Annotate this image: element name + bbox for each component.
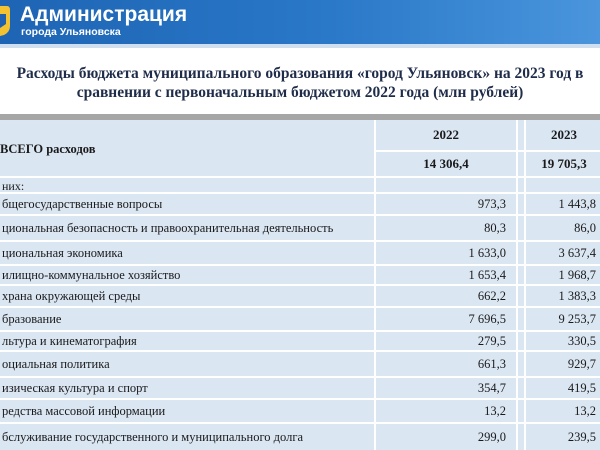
table-row — [0, 266, 600, 284]
row-value-2022: 662,2 — [477, 288, 506, 303]
document-title-line2: сравнении с первоначальным бюджетом 2022 года (млн рублей) — [76, 84, 524, 101]
grid-line — [0, 306, 600, 308]
site-subtitle: города Ульяновска — [21, 26, 121, 38]
row-value-2023: 9 253,7 — [558, 311, 596, 326]
total-2022: 14 306,4 — [423, 156, 469, 171]
total-values-row — [0, 150, 600, 178]
site-header — [0, 0, 600, 44]
budget-table — [0, 120, 600, 450]
grid-line — [0, 192, 600, 194]
row-value-2022: 1 633,0 — [468, 245, 506, 260]
row-value-2022: 354,7 — [477, 380, 506, 395]
row-value-2023: 3 637,4 — [558, 245, 596, 260]
row-value-2022: 279,5 — [477, 333, 506, 348]
table-row — [0, 400, 600, 422]
row-value-2023: 239,5 — [567, 429, 596, 444]
row-value-2022: 1 653,4 — [468, 267, 506, 282]
row-name: циональная безопасность и правоохранительная деятельность — [2, 220, 334, 235]
grid-line — [0, 330, 600, 332]
table-row — [0, 242, 600, 264]
row-value-2022: 7 696,5 — [468, 311, 506, 326]
row-value-2023: 929,7 — [567, 356, 596, 371]
row-value-2023: 13,2 — [574, 403, 596, 418]
row-value-2023: 1 383,3 — [558, 288, 596, 303]
row-name: храна окружающей среды — [2, 288, 141, 303]
table-row — [0, 286, 600, 306]
coat-of-arms-icon — [0, 4, 10, 36]
header-stripe — [0, 44, 600, 48]
row-name: бслуживание государственного и муниципального долга — [2, 429, 303, 444]
row-name: бщегосударственные вопросы — [2, 196, 163, 211]
grid-line — [0, 214, 600, 216]
table-row — [0, 194, 600, 214]
column-header-2022: 2022 — [433, 127, 459, 142]
table-row — [0, 424, 600, 450]
row-value-2023: 330,5 — [567, 333, 596, 348]
grid-line — [0, 376, 600, 378]
grid-line — [374, 150, 600, 152]
site-title[interactable]: Администрация — [20, 3, 188, 26]
row-value-2023: 86,0 — [574, 220, 596, 235]
document-title — [0, 64, 600, 102]
document-title-line1: Расходы бюджета муниципального образования «город Ульяновск» на 2023 год в — [16, 65, 584, 82]
row-name: циональная экономика — [2, 245, 123, 260]
row-name: бразование — [2, 311, 62, 326]
row-value-2022: 661,3 — [477, 356, 506, 371]
total-label: ВСЕГО расходов — [0, 141, 96, 156]
table-row — [0, 332, 600, 350]
table-row — [0, 216, 600, 240]
row-value-2023: 1 968,7 — [558, 267, 596, 282]
row-name: редства массовой информации — [2, 403, 166, 418]
row-value-2023: 419,5 — [567, 380, 596, 395]
grid-line — [0, 240, 600, 242]
row-value-2023: 1 443,8 — [558, 196, 596, 211]
table-row — [0, 352, 600, 376]
row-value-2022: 13,2 — [484, 403, 506, 418]
grid-line — [0, 264, 600, 266]
grid-line — [0, 176, 600, 178]
row-value-2022: 299,0 — [477, 429, 506, 444]
row-name: оциальная политика — [2, 356, 110, 371]
row-name: илищно-коммунальное хозяйство — [2, 267, 181, 282]
row-value-2022: 80,3 — [484, 220, 506, 235]
grid-line — [0, 350, 600, 352]
grid-line — [0, 284, 600, 286]
table-row — [0, 378, 600, 398]
row-name: изическая культура и спорт — [2, 380, 148, 395]
of-which-label: них: — [2, 178, 25, 193]
table-row — [0, 308, 600, 330]
grid-line — [0, 398, 600, 400]
grid-line — [0, 422, 600, 424]
column-header-2023: 2023 — [551, 127, 577, 142]
row-value-2022: 973,3 — [477, 196, 506, 211]
row-name: льтура и кинематография — [2, 333, 137, 348]
total-2023: 19 705,3 — [541, 156, 587, 171]
